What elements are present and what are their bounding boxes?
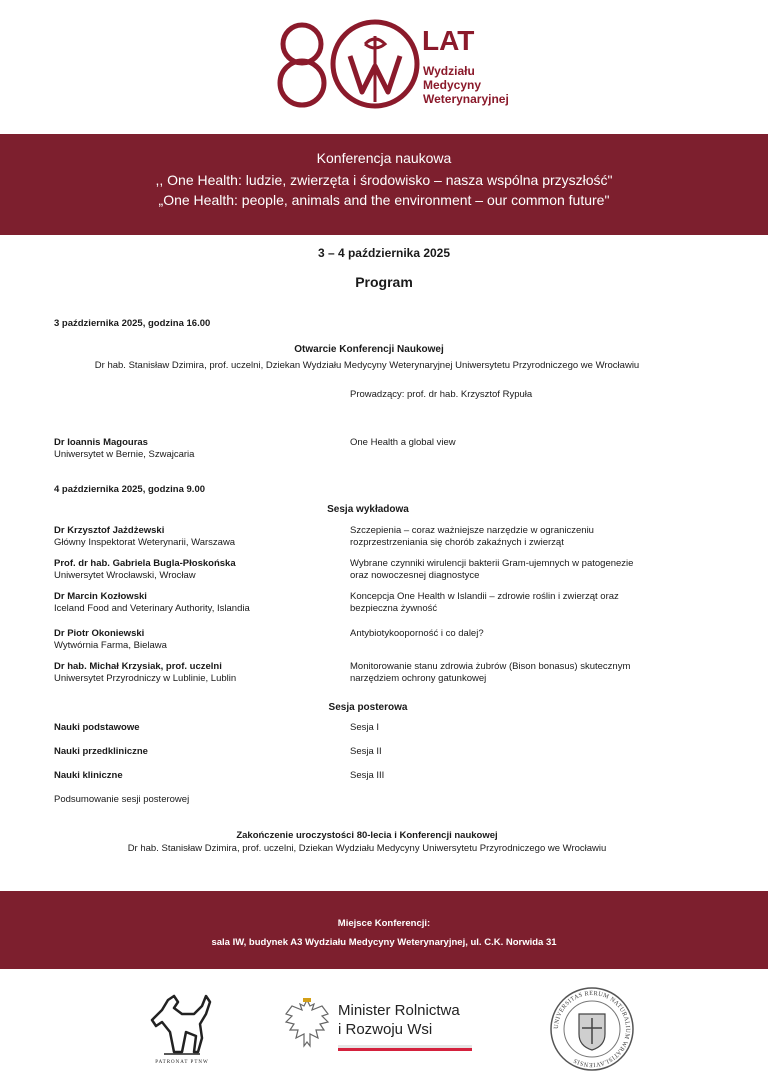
poster-session: Sesja I — [350, 722, 380, 733]
moderator: Prowadzący: prof. dr hab. Krzysztof Rypuła — [350, 389, 533, 400]
poster-area: Nauki kliniczne — [54, 770, 123, 781]
logo-80-emblem — [262, 14, 422, 114]
header-line-3: „One Health: people, animals and the environment – our common future" — [158, 192, 610, 208]
poster-summary: Podsumowanie sesji posterowej — [54, 794, 190, 805]
lecture-speaker-affil: Uniwersytet Wrocławski, Wrocław — [54, 570, 196, 581]
poster-session-title: Sesja posterowa — [328, 702, 408, 713]
lecture-speaker-name: Dr Piotr Okoniewski — [54, 628, 145, 639]
ministry-line-1: Minister Rolnictwa — [338, 1002, 460, 1019]
header-band — [0, 134, 768, 235]
lecture-talk-line-1: Koncepcja One Health w Islandii – zdrowie roślin i zwierząt oraz — [350, 591, 619, 602]
conference-dates: 3 – 4 października 2025 — [317, 246, 451, 260]
program-title: Program — [355, 274, 413, 290]
lecture-talk-line-2: rozprzestrzeniania się chorób zakaźnych i zwierząt — [350, 537, 564, 548]
logo-lat: LAT — [422, 25, 475, 56]
lecture-speaker-affil: Iceland Food and Veterinary Authority, Islandia — [54, 603, 250, 614]
poster-area: Nauki przedkliniczne — [54, 746, 148, 757]
opening-person: Dr hab. Stanisław Dzimira, prof. uczelni, Dziekan Wydziału Medycyny Weterynaryjnej Uniwersytetu Przyrodniczego we Wrocławiu — [94, 360, 640, 371]
university-seal — [549, 986, 635, 1072]
poster-session: Sesja II — [350, 746, 382, 757]
speaker-affil: Uniwersytet w Bernie, Szwajcaria — [54, 449, 195, 460]
university-seal-icon — [549, 986, 635, 1072]
venue-address: sala IW, budynek A3 Wydziału Medycyny Weterynaryjnej, ul. C.K. Norwida 31 — [211, 937, 557, 948]
ministry-line-2: i Rozwoju Wsi — [338, 1021, 433, 1038]
venue-label: Miejsce Konferencji: — [337, 918, 431, 929]
horse-icon — [144, 992, 220, 1058]
lecture-speaker-name: Prof. dr hab. Gabriela Bugla-Płoskońska — [54, 558, 236, 569]
closing-title: Zakończenie uroczystości 80-lecia i Konferencji naukowej — [236, 830, 498, 841]
lecture-talk-line-2: bezpieczna żywność — [350, 603, 438, 614]
speaker-talk: One Health a global view — [350, 437, 456, 448]
closing-person: Dr hab. Stanisław Dzimira, prof. uczelni, Dziekan Wydziału Medycyny Uniwersytetu Przyrodniczego we Wrocławiu — [127, 843, 607, 854]
ptnw-patronage-logo — [144, 992, 220, 1072]
ministry-logo — [282, 996, 482, 1056]
lecture-talk-line-2: oraz nowoczesnej diagnostyce — [350, 570, 480, 581]
lecture-speaker-name: Dr Marcin Kozłowski — [54, 591, 147, 602]
header-line-2: ,, One Health: ludzie, zwierzęta i środowisko – nasza wspólna przyszłość" — [155, 172, 613, 188]
venue-band — [0, 891, 768, 969]
day2-heading: 4 października 2025, godzina 9.00 — [54, 484, 206, 495]
speaker-name: Dr Ioannis Magouras — [54, 437, 148, 448]
lecture-speaker-affil: Uniwersytet Przyrodniczy w Lublinie, Lublin — [54, 673, 237, 684]
faculty-logo — [262, 14, 522, 114]
polish-eagle-icon — [282, 996, 332, 1052]
day1-heading: 3 października 2025, godzina 16.00 — [54, 318, 211, 329]
lecture-talk-line-1: Antybiotykooporność i co dalej? — [350, 628, 484, 639]
logo-line-2: Medycyny — [423, 78, 482, 92]
ministry-flag-red — [338, 1048, 472, 1051]
lecture-session-title: Sesja wykładowa — [327, 504, 409, 515]
seal-text: UNIVERSITAS RERUM NATURALIUM WRATISLAVIENSIS — [552, 989, 632, 1069]
poster-area: Nauki podstawowe — [54, 722, 140, 733]
logo-line-1: Wydziału — [423, 64, 475, 78]
opening-title: Otwarcie Konferencji Naukowej — [294, 344, 444, 355]
lecture-speaker-name: Dr hab. Michał Krzysiak, prof. uczelni — [54, 661, 222, 672]
lecture-talk-line-1: Monitorowanie stanu zdrowia żubrów (Bison bonasus) skutecznym — [350, 661, 631, 672]
patronat-label: PATRONAT PTNW — [155, 1060, 209, 1065]
poster-session: Sesja III — [350, 770, 385, 781]
lecture-talk-line-2: narzędziem ochrony gatunkowej — [350, 673, 487, 684]
logo-line-3: Weterynaryjnej — [423, 92, 509, 106]
lecture-speaker-affil: Wytwórnia Farma, Bielawa — [54, 640, 167, 651]
header-line-1: Konferencja naukowa — [316, 150, 452, 166]
lecture-speaker-affil: Główny Inspektorat Weterynarii, Warszawa — [54, 537, 236, 548]
lecture-talk-line-1: Wybrane czynniki wirulencji bakterii Gram-ujemnych w patogenezie — [350, 558, 634, 569]
lecture-speaker-name: Dr Krzysztof Jażdżewski — [54, 525, 165, 536]
lecture-talk-line-1: Szczepienia – coraz ważniejsze narzędzie w ograniczeniu — [350, 525, 594, 536]
